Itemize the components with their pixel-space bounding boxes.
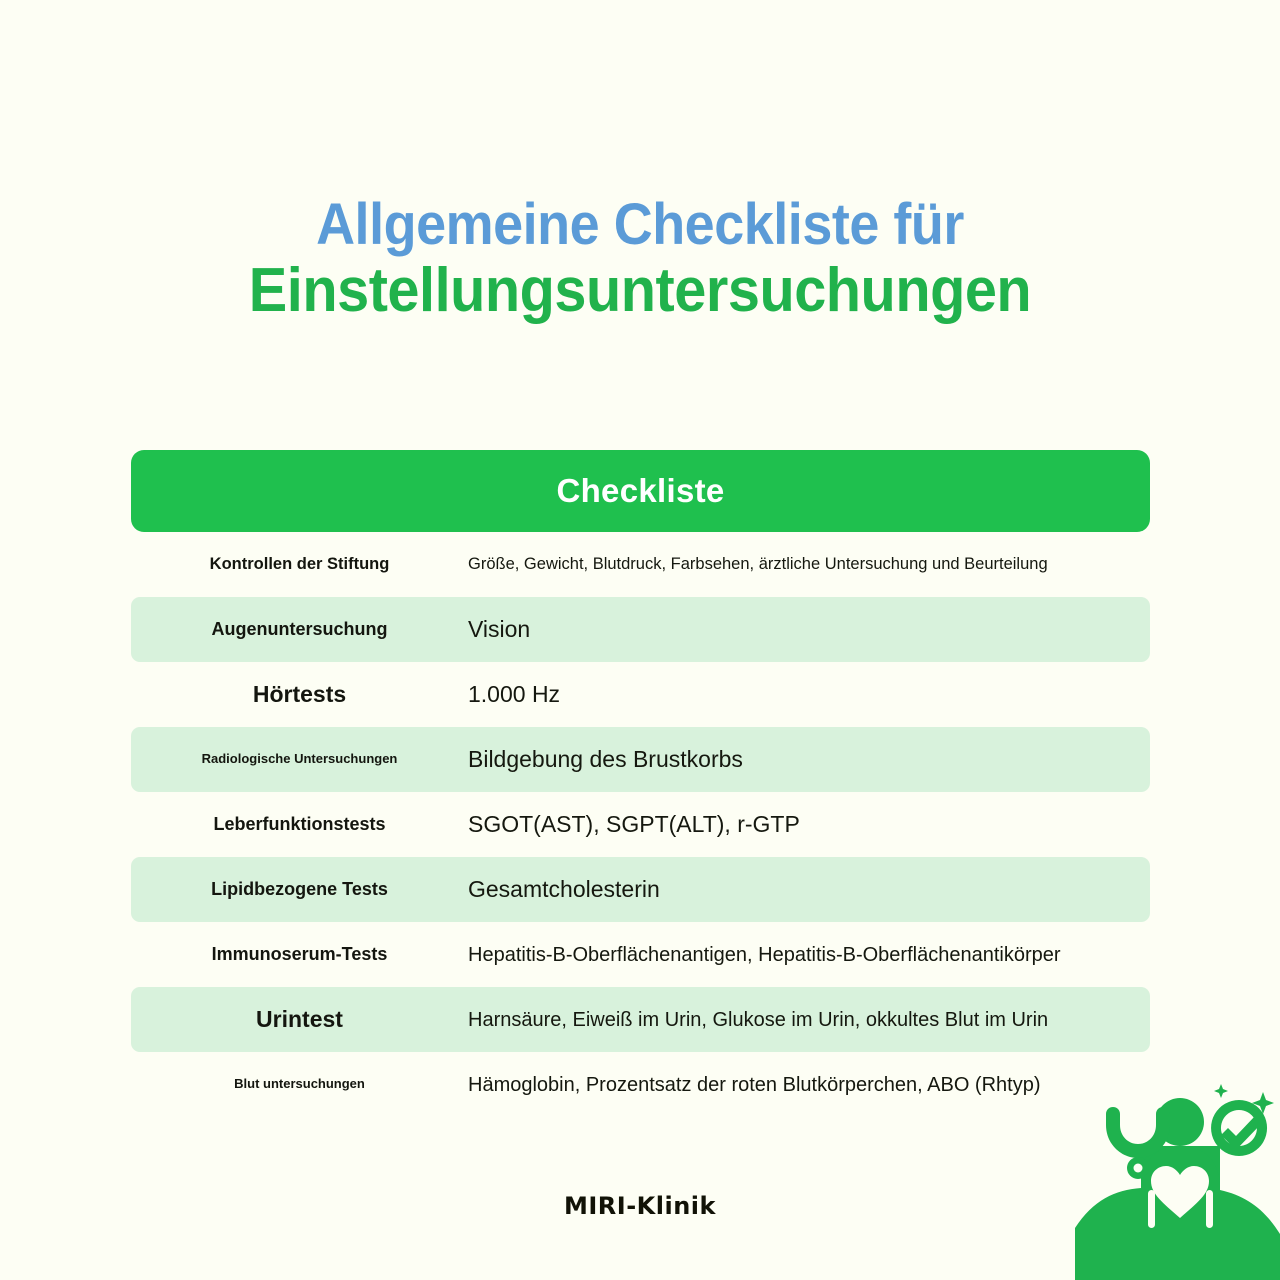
table-row-label: Kontrollen der Stiftung [209,555,390,574]
table-row [131,792,1150,857]
table-row-value: 1.000 Hz [468,680,561,707]
page-title-line-1: Allgemeine Checkliste für [316,192,964,257]
table-row-value: Harnsäure, Eiweiß im Urin, Glukose im Urin, okkultes Blut im Urin [468,1008,1049,1031]
table-row [131,987,1150,1052]
check-circle-icon [1211,1084,1274,1156]
page-title [0,192,1280,325]
table-row-label: Blut untersuchungen [234,1076,365,1092]
person-head-icon [1156,1098,1204,1146]
table-row [131,727,1150,792]
table-row-label: Leberfunktionstests [213,814,386,835]
table-row [131,857,1150,922]
checklist-table [131,450,1150,1117]
table-row [131,1052,1150,1117]
table-row-label: Hörtests [252,681,347,708]
checklist-table-header [131,450,1150,532]
table-row-label: Augenuntersuchung [211,619,388,640]
table-row [131,597,1150,662]
table-row-label: Immunoserum-Tests [211,944,388,965]
table-row-value: Bildgebung des Brustkorbs [468,745,743,772]
table-row-value: Gesamtcholesterin [468,875,660,902]
table-row [131,922,1150,987]
brand-logo: MIRI-Klinik [563,1192,716,1220]
table-row-value: Größe, Gewicht, Blutdruck, Farbsehen, ärztliche Untersuchung und Beurteilung [468,554,1048,573]
table-row-value: SGOT(AST), SGPT(ALT), r-GTP [468,810,800,837]
table-row-value: Vision [468,615,531,642]
table-row-label: Urintest [256,1006,343,1033]
table-row [131,532,1150,597]
page-title-line-2: Einstellungsuntersuchungen [248,256,1032,325]
checklist-table-header-label: Checkliste [556,472,725,509]
table-row-value: Hepatitis-B-Oberflächenantigen, Hepatitis-B-Oberflächenantikörper [468,943,1061,966]
table-row-label: Lipidbezogene Tests [211,879,388,900]
table-row-label: Radiologische Untersuchungen [201,751,398,767]
table-row [131,662,1150,727]
stethoscope-icon [1106,1107,1170,1179]
table-row-value: Hämoglobin, Prozentsatz der roten Blutkörperchen, ABO (Rhtyp) [468,1073,1041,1096]
